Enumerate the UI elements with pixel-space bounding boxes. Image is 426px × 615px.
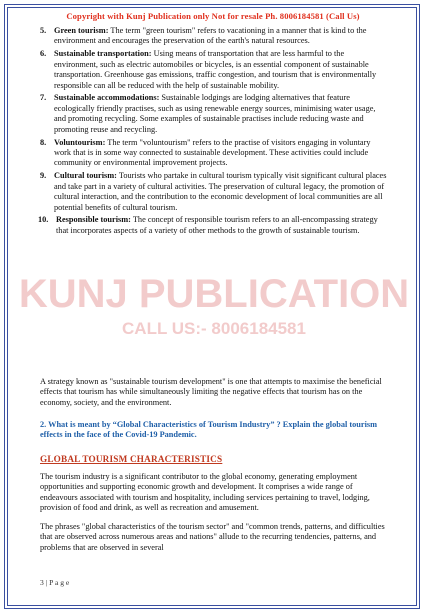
list-item-text: Tourists who partake in cultural tourism typically visit significant cultural places and take part in a variety of cultural activities. The preservation of cultural legacy, the promotion of cultural interaction, and the contribution to the economic development of local communities are all potential benefits of cultural tourism. (54, 171, 387, 212)
list-item (40, 215, 388, 236)
watermark-line2: CALL US:- 8006184581 (122, 319, 306, 338)
section-heading: GLOBAL TOURISM CHARACTERISTICS (40, 454, 223, 464)
list-item-term: Responsible tourism: (56, 215, 131, 225)
list-item-text: The term "green tourism" refers to vacationing in a manner that is kind to the environment and encourages the preservation of the earth's natural resources. (54, 26, 367, 46)
list-item (40, 26, 388, 47)
list-item-number: 5. (40, 26, 47, 35)
list-section (40, 26, 388, 239)
list-item (40, 93, 388, 135)
list-item-text: Using means of transportation that are less harmful to the environment, such as electric automobiles or bicycles, is an essential component of sustainable transportation. Greenhouse gas emissions, traffic congestion, and tourism that is environmentally responsible can all be reduced with the help of sustainable mobility. (54, 49, 377, 90)
list-item (40, 138, 388, 169)
list-item (40, 49, 388, 91)
page-label: | P a g e (45, 578, 70, 587)
sustainable-tourism-list (40, 26, 388, 236)
list-item-term: Voluntourism: (54, 137, 106, 147)
list-item (40, 171, 388, 213)
list-item-number: 9. (40, 171, 47, 181)
list-item-text: The term "voluntourism" refers to the practise of visitors engaging in voluntary work that is in some way connected to sustainable development. These activities could include community or environmental improvement projects. (54, 137, 371, 168)
copyright-header: Copyright with Kunj Publication only Not for resale Ph. 8006184581 (Call Us) (66, 11, 360, 21)
list-item-term: Cultural tourism: (54, 171, 117, 181)
list-item-text: Sustainable lodgings are lodging alternatives that feature ecologically friendly practises, such as using renewable energy sources, minimising water usage, and promoting recycling. Some examples of sustainable practises include reducing waste and promoting reuse and recycling. (54, 93, 376, 134)
list-item-number: 6. (40, 49, 47, 59)
list-item-term: Green tourism: (54, 26, 109, 35)
summary-paragraph: A strategy known as "sustainable tourism development" is one that attempts to maximise the beneficial effects that tourism has while simultaneously limiting the negative effects that tourism has on the economy, society, and the environment. (40, 377, 382, 407)
list-item-number: 7. (40, 93, 47, 103)
page-number: 3 (40, 578, 44, 587)
list-item-number: 10. (38, 215, 49, 225)
list-item-term: Sustainable transportation: (54, 49, 152, 59)
list-item-number: 8. (40, 137, 47, 147)
page-footer (40, 578, 69, 587)
list-item-term: Sustainable accommodations: (54, 93, 160, 103)
body-paragraph-1: The tourism industry is a significant contributor to the global economy, generating employment opportunities and supporting economic growth and development. It comprises a wide range of endeavours associated with tourism and hospitality, including services pertaining to travel, lodging, provision of food and drink, as well as recreation and amusement. (40, 472, 370, 513)
list-item-text: The concept of responsible tourism refers to an all-encompassing strategy that incorporates aspects of a variety of other methods to the growth of sustainable tourism. (56, 215, 378, 235)
watermark-line1: KUNJ PUBLICATION (18, 272, 410, 316)
body-paragraph-2: The phrases "global characteristics of the tourism sector" and "common trends, patterns, and difficulties that are observed across numerous areas and nations" allude to the recurring tendencies, patterns, and problems that are observed in several (40, 522, 385, 552)
question-heading: 2. What is meant by “Global Characteristics of Tourism Industry” ? Explain the global tourism effects in the face of the Covid-19 Pandemic. (40, 420, 378, 440)
